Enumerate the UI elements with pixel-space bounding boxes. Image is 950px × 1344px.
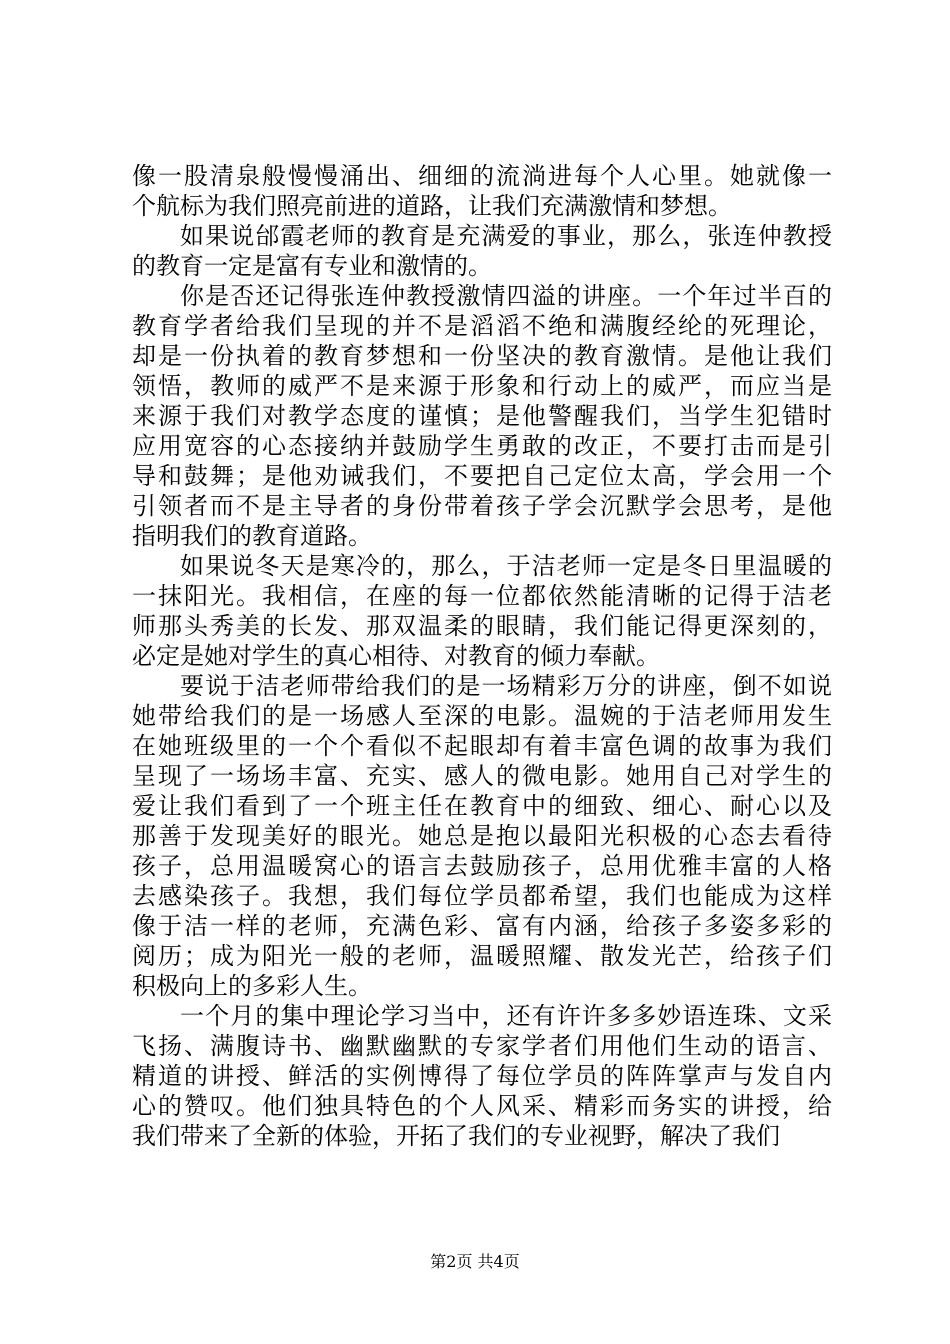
text-line: 如果说邰霞老师的教育是充满爱的事业，那么，张连仲教授	[180, 222, 832, 250]
text-line: 积极向上的多彩人生。	[132, 972, 372, 1000]
page-number-label: 第2页 共4页	[430, 1252, 520, 1271]
text-line: 导和鼓舞；是他劝诫我们，不要把自己定位太高，学会用一个	[132, 462, 832, 490]
text-line: 我们带来了全新的体验，开拓了我们的专业视野，解决了我们	[132, 1122, 780, 1150]
text-line: 像一股清泉般慢慢涌出、细细的流淌进每个人心里。她就像一	[132, 162, 832, 190]
text-line: 她带给我们的是一场感人至深的电影。温婉的于洁老师用发生	[132, 702, 832, 730]
page-footer	[0, 1252, 950, 1272]
text-line: 你是否还记得张连仲教授激情四溢的讲座。一个年过半百的	[180, 282, 832, 310]
text-line: 要说于洁老师带给我们的是一场精彩万分的讲座，倒不如说	[180, 672, 832, 700]
text-line: 的教育一定是富有专业和激情的。	[132, 252, 492, 280]
text-line: 孩子，总用温暖窝心的语言去鼓励孩子，总用优雅丰富的人格	[132, 852, 832, 880]
paragraph	[132, 281, 832, 551]
text-line: 来源于我们对教学态度的谨慎；是他警醒我们，当学生犯错时	[132, 402, 832, 430]
text-line: 却是一份执着的教育梦想和一份坚决的教育激情。是他让我们	[132, 342, 832, 370]
paragraph	[132, 1001, 832, 1151]
text-line: 爱让我们看到了一个班主任在教育中的细致、细心、耐心以及	[132, 792, 832, 820]
text-line: 如果说冬天是寒冷的，那么，于洁老师一定是冬日里温暖的	[180, 552, 832, 580]
text-line: 一个月的集中理论学习当中，还有许许多多妙语连珠、文采	[180, 1002, 832, 1030]
text-line: 飞扬、满腹诗书、幽默幽默的专家学者们用他们生动的语言、	[132, 1032, 832, 1060]
paragraph	[132, 551, 832, 671]
text-line: 教育学者给我们呈现的并不是滔滔不绝和满腹经纶的死理论，	[132, 312, 832, 340]
paragraph	[132, 161, 832, 221]
text-line: 师那头秀美的长发、那双温柔的眼睛，我们能记得更深刻的，	[132, 612, 832, 640]
text-line: 必定是她对学生的真心相待、对教育的倾力奉献。	[132, 642, 660, 670]
text-line: 个航标为我们照亮前进的道路，让我们充满激情和梦想。	[132, 192, 732, 220]
text-line: 那善于发现美好的眼光。她总是抱以最阳光积极的心态去看待	[132, 822, 832, 850]
text-line: 引领者而不是主导者的身份带着孩子学会沉默学会思考，是他	[132, 492, 832, 520]
text-line: 指明我们的教育道路。	[132, 522, 372, 550]
text-line: 像于洁一样的老师，充满色彩、富有内涵，给孩子多姿多彩的	[132, 912, 832, 940]
text-line: 在她班级里的一个个看似不起眼却有着丰富色调的故事为我们	[132, 732, 832, 760]
document-body	[132, 161, 832, 1151]
text-line: 心的赞叹。他们独具特色的个人风采、精彩而务实的讲授，给	[132, 1092, 832, 1120]
text-line: 一抹阳光。我相信，在座的每一位都依然能清晰的记得于洁老	[132, 582, 832, 610]
text-line: 应用宽容的心态接纳并鼓励学生勇敢的改正，不要打击而是引	[132, 432, 832, 460]
text-line: 阅历；成为阳光一般的老师，温暖照耀、散发光芒，给孩子们	[132, 942, 832, 970]
paragraph	[132, 221, 832, 281]
paragraph	[132, 671, 832, 1001]
text-line: 领悟，教师的威严不是来源于形象和行动上的威严，而应当是	[132, 372, 832, 400]
text-line: 呈现了一场场丰富、充实、感人的微电影。她用自己对学生的	[132, 762, 832, 790]
text-line: 精道的讲授、鲜活的实例博得了每位学员的阵阵掌声与发自内	[132, 1062, 832, 1090]
text-line: 去感染孩子。我想，我们每位学员都希望，我们也能成为这样	[132, 882, 832, 910]
